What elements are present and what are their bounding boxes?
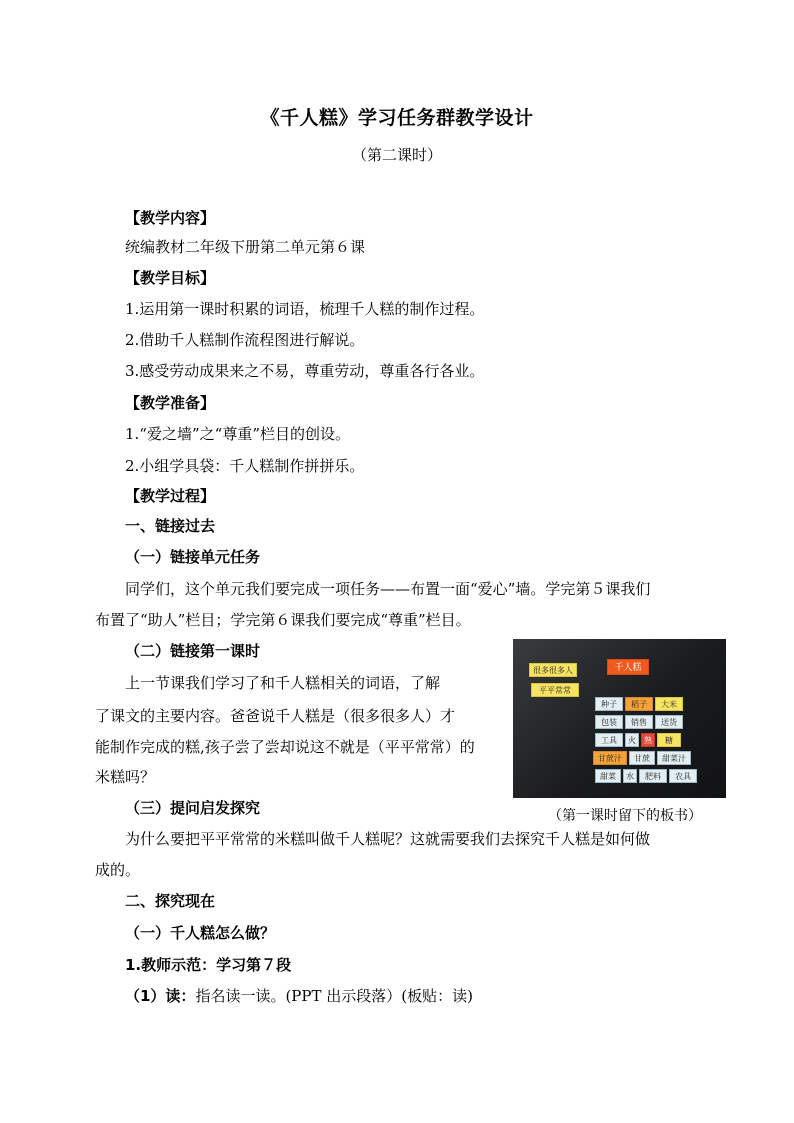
content-text: 统编教材二年级下册第二单元第６课 xyxy=(125,238,366,256)
word-card: 农具 xyxy=(669,769,697,783)
word-card: 熟 xyxy=(641,733,655,747)
blackboard-photo xyxy=(513,639,726,798)
paragraph-line xyxy=(125,986,473,1006)
goal-item: 3.感受劳动成果来之不易，尊重劳动，尊重各行各业。 xyxy=(125,362,485,380)
word-card: 种子 xyxy=(595,697,623,711)
document-subtitle: （第二课时） xyxy=(351,146,442,164)
paragraph-line: 布置了“助人”栏目；学完第６课我们要完成“尊重”栏目。 xyxy=(95,611,471,629)
step-label: （1）读： xyxy=(125,987,196,1005)
word-card: 甜菜汁 xyxy=(657,751,691,765)
section-heading-content: 【教学内容】 xyxy=(125,209,216,227)
word-card: 稻子 xyxy=(625,697,653,711)
part2-step1-heading: 1.教师示范：学习第７段 xyxy=(125,956,292,974)
header-card: 千人糕 xyxy=(607,659,649,675)
part1-sub3-heading: （三）提问启发探究 xyxy=(125,799,261,817)
prep-item: 2.小组学具袋：千人糕制作拼拼乐。 xyxy=(125,457,365,475)
document-title: 《千人糕》学习任务群教学设计 xyxy=(260,107,534,129)
word-card: 很多很多人 xyxy=(529,663,577,677)
word-card: 销售 xyxy=(625,715,653,729)
word-card: 大米 xyxy=(655,697,683,711)
word-card: 火 xyxy=(625,733,639,747)
word-card: 平平常常 xyxy=(531,683,579,697)
word-card: 工具 xyxy=(595,733,623,747)
paragraph-line: 同学们，这个单元我们要完成一项任务——布置一面“爱心”墙。学完第５课我们 xyxy=(125,580,651,598)
word-card: 甘蔗 xyxy=(629,751,655,765)
photo-caption: （第一课时留下的板书） xyxy=(548,808,702,824)
goal-item: 1.运用第一课时积累的词语，梳理千人糕的制作过程。 xyxy=(125,300,485,318)
section-heading-goals: 【教学目标】 xyxy=(125,269,216,287)
step-text: 指名读一读。(PPT 出示段落）(板贴：读) xyxy=(195,987,473,1005)
prep-item: 1.“爱之墙”之“尊重”栏目的创设。 xyxy=(125,425,350,443)
part2-heading: 二、探究现在 xyxy=(125,892,216,910)
word-card: 糖 xyxy=(657,733,681,747)
goal-item: 2.借助千人糕制作流程图进行解说。 xyxy=(125,331,365,349)
word-card: 肥料 xyxy=(639,769,667,783)
word-card: 包装 xyxy=(595,715,623,729)
word-card: 甘蔗汁 xyxy=(593,751,627,765)
paragraph-line: 了课文的主要内容。爸爸说千人糕是（很多很多人）才 xyxy=(95,707,456,725)
paragraph-line: 米糕吗？ xyxy=(95,768,156,786)
part2-sub1-heading: （一）千人糕怎么做？ xyxy=(125,924,276,942)
paragraph-line: 为什么要把平平常常的米糕叫做千人糕呢？这就需要我们去探究千人糕是如何做 xyxy=(125,830,651,848)
paragraph-line: 成的。 xyxy=(95,861,141,879)
section-heading-prep: 【教学准备】 xyxy=(125,394,216,412)
part1-heading: 一、链接过去 xyxy=(125,517,216,535)
word-card: 甜菜 xyxy=(595,769,621,783)
section-heading-process: 【教学过程】 xyxy=(125,487,216,505)
paragraph-line: 上一节课我们学习了和千人糕相关的词语，了解 xyxy=(125,674,441,692)
word-card: 水 xyxy=(623,769,637,783)
part1-sub2-heading: （二）链接第一课时 xyxy=(125,642,261,660)
word-card: 送货 xyxy=(655,715,683,729)
part1-sub1-heading: （一）链接单元任务 xyxy=(125,548,261,566)
paragraph-line: 能制作完成的糕,孩子尝了尝却说这不就是（平平常常）的 xyxy=(95,738,475,756)
